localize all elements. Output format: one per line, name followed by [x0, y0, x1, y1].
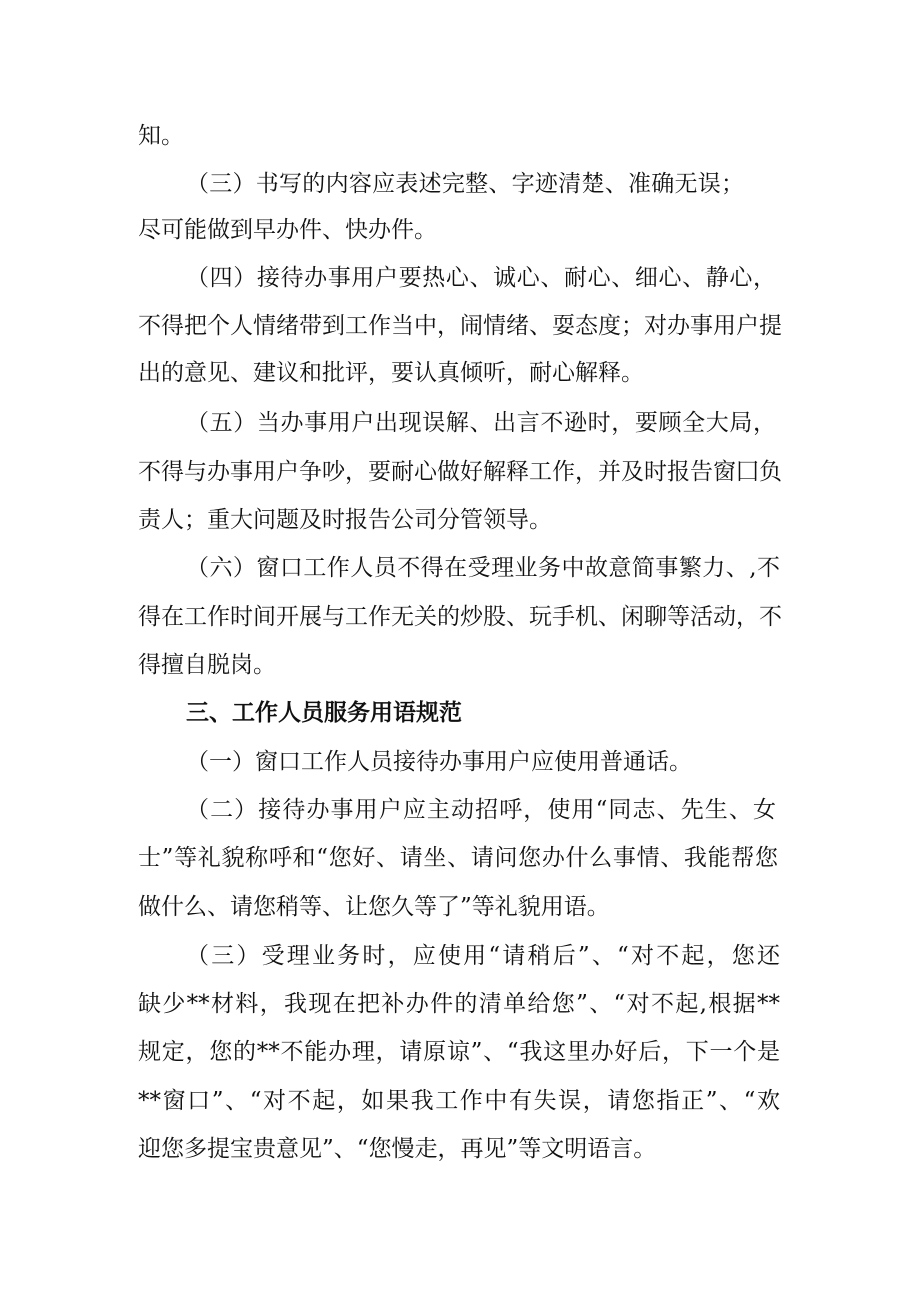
- line-text: **窗口”、“对不起，如果我工作中有失误，请您指正”、“欢: [138, 1088, 780, 1114]
- text-line: [0, 452, 920, 492]
- paragraph-first-line: [0, 548, 920, 588]
- text-line: [0, 838, 920, 878]
- line-text: （二）接待办事用户应主动招呼，使用“同志、先生、女: [186, 797, 776, 823]
- line-text: （三）受理业务时，应使用“请稍后”、“对不起，您还: [186, 943, 780, 969]
- text-line: [0, 353, 920, 393]
- paragraph-first-line: [0, 403, 920, 443]
- line-text: （四）接待办事用户要热心、诚心、耐心、细心、静心，: [186, 265, 776, 291]
- text-line: [0, 597, 920, 637]
- paragraph-first-line: [0, 742, 920, 782]
- paragraph-first-line: [0, 164, 920, 204]
- line-text: 责人；重大问题及时报告公司分管领导。: [138, 507, 552, 533]
- line-text: 做什么、请您稍等、让您久等了”等礼貌用语。: [138, 894, 610, 920]
- line-text: 得在工作时间开展与工作无关的炒股、玩手机、闲聊等活动，不: [138, 604, 782, 630]
- text-line: [0, 306, 920, 346]
- line-text: 出的意见、建议和批评，要认真倾听，耐心解释。: [138, 360, 644, 386]
- text-line: [0, 1081, 920, 1121]
- line-text: （一）窗口工作人员接待办事用户应使用普通话。: [186, 749, 692, 775]
- line-text: 知。: [138, 123, 184, 149]
- text-line: [0, 210, 920, 250]
- line-text: 迎您多提宝贵意见”、“您慢走，再见”等文明语言。: [138, 1136, 657, 1162]
- text-line: [0, 645, 920, 685]
- text-line: [0, 1032, 920, 1072]
- text-line: [0, 1129, 920, 1169]
- paragraph-first-line: [0, 936, 920, 976]
- line-text: （三）书写的内容应表述完整、字迹清楚、准确无误；: [186, 171, 744, 197]
- text-line: [0, 984, 920, 1024]
- line-text: 不得与办事用户争吵，要耐心做好解释工作，并及时报告窗囗负: [138, 459, 782, 485]
- line-text: （六）窗口工作人员不得在受理业务中故意简事繁力、,不: [186, 555, 780, 581]
- paragraph-first-line: [0, 258, 920, 298]
- section-heading: [0, 693, 920, 733]
- line-text: （五）当办事用户出现误解、出言不逊时，要顾全大局，: [186, 410, 776, 436]
- line-text: 缺少**材料，我现在把补办件的清单给您”、“对不起,根据**: [138, 991, 780, 1017]
- paragraph-first-line: [0, 790, 920, 830]
- line-text: 规定，您的**不能办理，请原谅”、“我这里办好后，下一个是: [138, 1039, 780, 1065]
- heading-text: 三、工作人员服务用语规范: [186, 699, 462, 726]
- text-line: [0, 887, 920, 927]
- line-text: 尽可能做到早办件、快办件。: [138, 217, 437, 243]
- text-line: [0, 500, 920, 540]
- line-text: 不得把个人情绪带到工作当中，闹情绪、耍态度；对办事用户提: [138, 313, 782, 339]
- line-text: 得擅自脱岗。: [138, 652, 276, 678]
- line-text: 士”等礼貌称呼和“您好、请坐、请问您办什么事情、我能帮您: [138, 845, 778, 871]
- text-line: [0, 116, 920, 156]
